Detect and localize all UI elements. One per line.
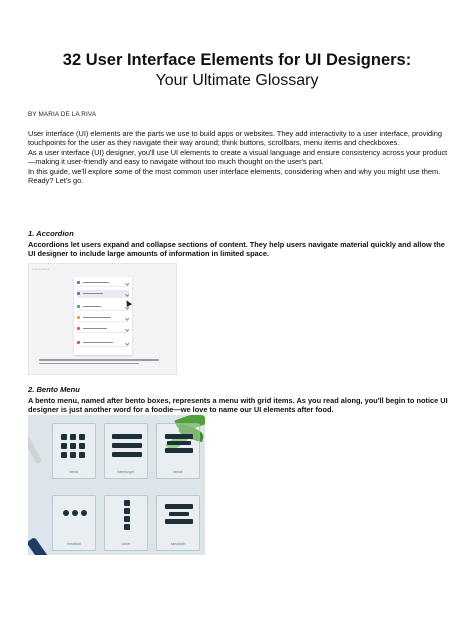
accordion-row [77,290,129,298]
sandwich-icon-tile [156,495,200,551]
kebab-label: kebab [173,470,183,474]
section-body-bento-menu: A bento menu, named after bento boxes, represents a menu with grid items. As you read along, you'll begin to notice UI designer is just another word for a foodie—we love to name our UI elements after food. [28,396,448,415]
kebab-icon-tile [156,423,200,479]
hamburger-icon-tile [104,423,148,479]
section-body-accordion: Accordions let users expand and collapse sections of content. They help users navigate material quickly and allow the UI designer to include large amounts of information in limited space. [28,240,445,259]
accordion-screenshot [28,263,177,375]
accordion-row [77,339,129,347]
hamburger-label: hamburger [117,470,135,474]
intro-text [28,129,450,185]
intro-paragraph: As a user interface (UI) designer, you'll use UI elements to create a visual language and ensure consistency across your product—making it user-friendly and easy to navigate without too much thought on the user's part. [28,147,448,167]
pen-decoration [28,430,42,465]
section-heading-accordion: 1. Accordion [28,229,74,238]
bento-label: bento [69,470,79,474]
title-block [20,50,454,92]
accordion-row [77,303,129,311]
intro-paragraph: User interface (UI) elements are the parts we use to build apps or websites. They add interactivity to a user interface, providing touchpoints for the user as they navigate their way around; think buttons, scrollbars, menu items and checkboxes. [28,129,442,148]
bento-menu-photo [28,415,205,555]
accordion-caption [39,359,167,366]
document-title: 32 User Interface Elements for UI Designers: [62,51,412,69]
accordion-card [74,277,132,355]
doner-icon-tile [104,495,148,551]
doner-label: döner [121,542,131,546]
accordion-image-label: ≡ Accordions [32,267,50,271]
meatball-icon-tile [52,495,96,551]
byline: BY MARIA DE LA RIVA [28,111,97,118]
bento-icon-tile [52,423,96,479]
accordion-row [77,325,129,333]
intro-paragraph: Ready? Let's go. [28,176,84,186]
document-subtitle: Your Ultimate Glossary [155,72,319,89]
accordion-row [77,279,129,287]
accordion-row [77,314,129,322]
menu-icons-grid [48,421,205,553]
section-heading-bento-menu: 2. Bento Menu [28,385,80,394]
intro-paragraph: In this guide, we'll explore some of the most common user interface elements, considering when and why you might use them. [28,166,441,176]
sandwich-label: sandwich [170,542,186,546]
meatball-label: meatball [67,542,81,546]
